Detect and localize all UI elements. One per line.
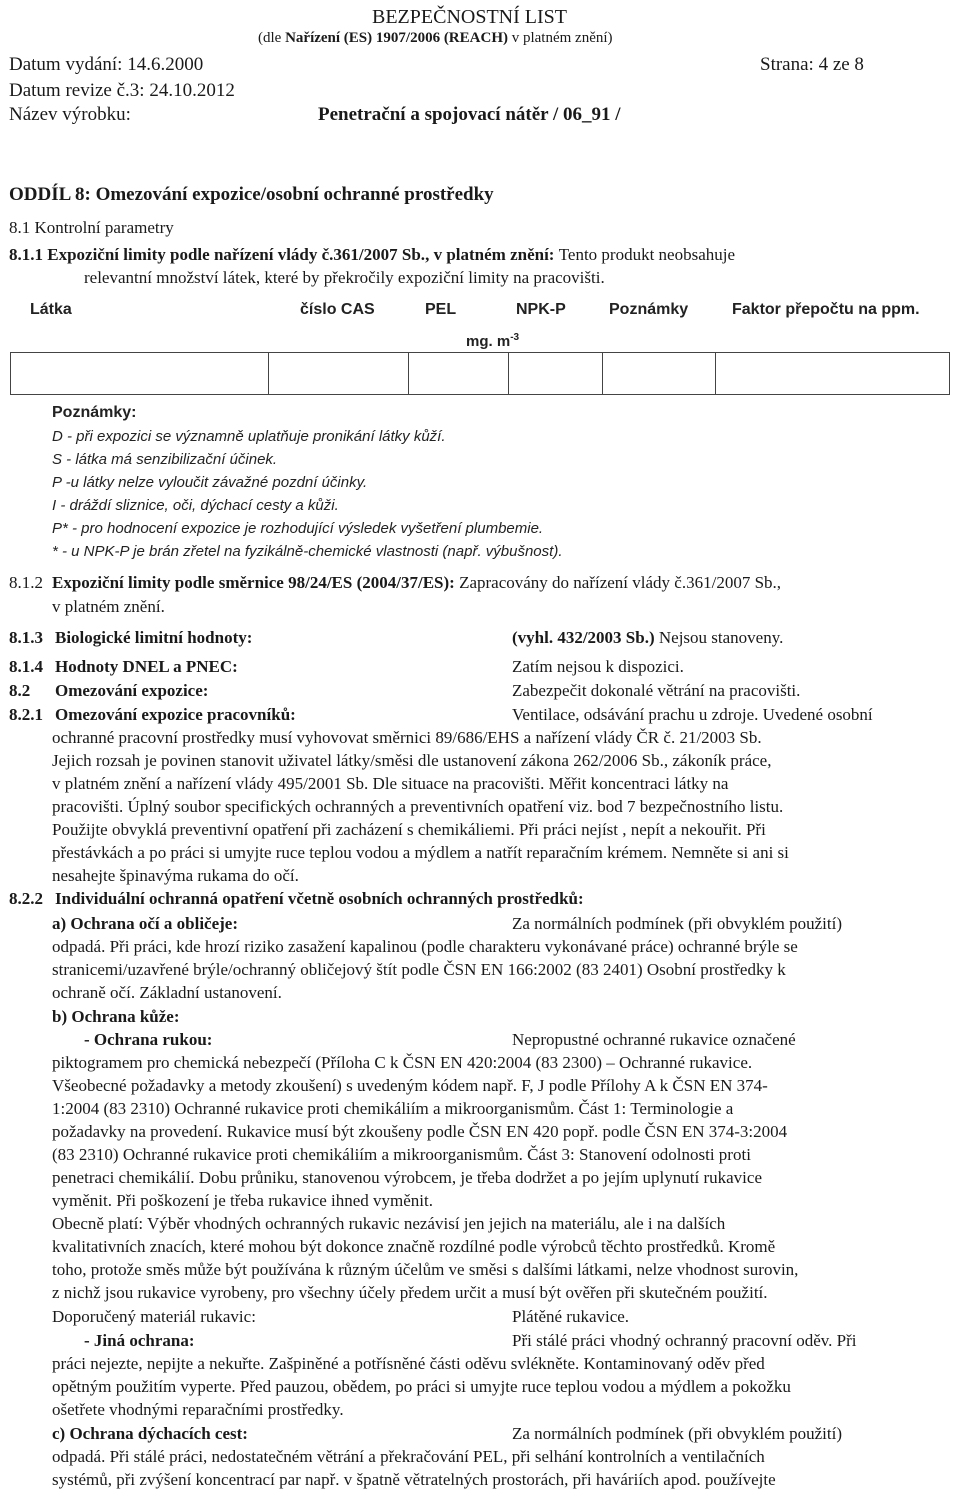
subsection-8-1-3-number: 8.1.3 [9,628,43,647]
table-divider [268,352,269,394]
table-border-top [10,352,950,353]
paragraph-line: požadavky na provedení. Rukavice musí být zkoušeny podle ČSN EN 420 popř. podle ČSN EN 374-3:2004 [52,1122,788,1141]
subsection-8-2-number: 8.2 [9,681,31,700]
respiratory-protection-label: c) Ochrana dýchacích cest: [52,1424,248,1443]
paragraph-line: Použijte obvyklá preventivní opatření při zacházení s chemikáliemi. Při práci nejíst , nepít a nekouřit. Při [52,820,766,839]
paragraph-line: z nichž jsou rukavice vyrobeny, pro všechny účely předem určit a musí být ověřen při skutečném použití. [52,1283,768,1302]
paragraph-line: ochranné pracovní prostředky musí vyhovovat směrnici 89/686/EHS a nařízení vlády ČR č. 21/2003 Sb. [52,728,762,747]
note-line: D - při expozici se významně uplatňuje pronikání látky kůží. [52,428,446,445]
subsection-8-1: 8.1 Kontrolní parametry [9,218,174,237]
note-line: * - u NPK-P je brán zřetel na fyzikálně-chemické vlastnosti (např. výbušnost). [52,543,563,560]
eye-protection-label: a) Ochrana očí a obličeje: [52,914,239,933]
table-header-cas: číslo CAS [300,301,375,318]
paragraph-line: odpadá. Při stálé práci, nedostatečném větrání a překračování PEL, při selhání kontrolních a ventilačních [52,1447,765,1466]
table-header-npkp: NPK-P [516,301,566,318]
skin-protection-label: b) Ochrana kůže: [52,1007,180,1026]
product-label: Název výrobku: [9,104,131,125]
other-protection-value: Při stálé práci vhodný ochranný pracovní oděv. Při [512,1331,857,1350]
table-divider [408,352,409,394]
subsection-8-1-2-line2: v platném znění. [52,597,165,616]
notes-title: Poznámky: [52,404,137,421]
table-header-notes: Poznámky [609,301,689,318]
subsection-8-1-1-rest: Tento produkt neobsahuje [558,245,736,264]
note-line: P* - pro hodnocení expozice je rozhodující výsledek vyšetření plumbemie. [52,520,544,537]
subsection-8-2-2-heading: Individuální ochranná opatření včetně osobních ochranných prostředků: [55,889,584,908]
table-border-right [949,352,950,394]
table-divider [602,352,603,394]
paragraph-line: odpadá. Při práci, kde hrozí riziko zasažení kapalinou (podle charakteru vykonávané práce) ochranné brýle se [52,937,798,956]
paragraph-line: Obecně platí: Výběr vhodných ochranných rukavic nezávisí jen jejich na materiálu, ale i na dalších [52,1214,726,1233]
page-number: Strana: 4 ze 8 [760,54,864,75]
paragraph-line: vyměnit. Při poškození je třeba rukavice ihned vyměnit. [52,1191,433,1210]
respiratory-protection-value: Za normálních podmínek (při obvyklém použití) [512,1424,843,1443]
paragraph-line: opětným použitím vyperte. Před pauzou, obědem, po práci si umyjte ruce teplou vodou a mýdlem a pokožku [52,1377,791,1396]
other-protection-label: - Jiná ochrana: [84,1331,195,1350]
paragraph-line: nesahejte špinavýma rukama do očí. [52,866,299,885]
table-divider [715,352,716,394]
subsection-8-1-1-mid: , v platném znění: [425,245,559,264]
subsection-8-1-1-line2: relevantní množství látek, které by překročily expoziční limity na pracovišti. [84,268,605,287]
paragraph-line: penetraci chemikálií. Dobu průniku, stanovenou výrobcem, je třeba dodržet a po jejím uplynutí rukavice [52,1168,762,1187]
subsection-8-1-3-value [512,628,783,648]
table-divider [508,352,509,394]
table-unit [466,332,519,350]
note-line: I - dráždí sliznice, oči, dýchací cesty a kůži. [52,497,339,514]
biological-limits-decree: (vyhl. 432/2003 Sb.) [512,628,655,647]
subsection-8-1-4-label: Hodnoty DNEL a PNEC: [55,657,238,676]
document-subtitle [258,30,613,47]
table-unit-exponent: -3 [510,332,520,343]
table-unit-main: mg. m [466,333,511,350]
hand-protection-value: Nepropustné ochranné rukavice označené [512,1030,796,1049]
biological-limits-status: Nejsou stanoveny. [654,628,784,647]
glove-material-value: Plátěné rukavice. [512,1307,630,1326]
paragraph-line: v platném znění a nařízení vlády 495/2001 Sb. Dle situace na pracovišti. Měřit koncentraci látky na [52,774,729,793]
subsection-8-2-1-number: 8.2.1 [9,705,43,724]
paragraph-line: ošetřete vhodnými reparačními prostředky. [52,1400,344,1419]
issue-date: Datum vydání: 14.6.2000 [9,54,204,75]
subsection-8-1-2-rest: Zapracovány do nařízení vlády č.361/2007 Sb., [454,573,782,592]
subsection-8-1-2-number: 8.1.2 [9,573,43,592]
paragraph-line: Jejich rozsah je povinen stanovit uživatel látky/směsi dle ustanovení zákona 262/2006 Sb., zákoník práce, [52,751,772,770]
product-name: Penetrační a spojovací nátěr / 06_91 / [318,104,621,125]
subsection-8-1-4-number: 8.1.4 [9,657,43,676]
paragraph-line: Všeobecné požadavky a metody zkoušení) s uvedeným kódem např. F, J podle Přílohy A k ČSN EN 374- [52,1076,768,1095]
note-line: P -u látky nelze vyloučit závažné pozdní účinky. [52,474,368,491]
subtitle-post: v platném znění) [507,30,613,46]
paragraph-line: ochraně očí. Základní ustanovení. [52,983,282,1002]
revision-date: Datum revize č.3: 24.10.2012 [9,80,235,101]
paragraph-line: systémů, při zvýšení koncentrací par např. v špatně větratelných prostorách, při haváriích apod. používejte [52,1470,776,1489]
subtitle-pre: (dle [258,30,286,46]
paragraph-line: práci nejezte, nepijte a nekuřte. Zašpiněné a potřísněné části oděvu svlékněte. Kontaminovaný oděv před [52,1354,765,1373]
paragraph-line: 1:2004 (83 2310) Ochranné rukavice proti chemikáliím a mikroorganismům. Část 1: Terminologie a [52,1099,734,1118]
subsection-8-2-2-number: 8.2.2 [9,889,43,908]
subsection-8-2-value: Zabezpečit dokonalé větrání na pracovišti. [512,681,801,700]
section-heading: ODDÍL 8: Omezování expozice/osobní ochranné prostředky [9,184,494,205]
paragraph-line: stranicemi/uzavřené brýle/ochranný obličejový štít podle ČSN EN 166:2002 (83 2401) Osobní prostředky k [52,960,786,979]
subsection-8-2-1-value: Ventilace, odsávání prachu u zdroje. Uvedené osobní [512,705,873,724]
subsection-8-1-2-title: Expoziční limity podle směrnice 98/24/ES (2004/37/ES): [52,573,455,592]
table-header-pel: PEL [425,301,457,318]
subsection-8-2-1-label: Omezování expozice pracovníků: [55,705,296,724]
subsection-8-1-1-title: 8.1.1 Expoziční limity podle nařízení vlády č.361/2007 Sb. [9,245,426,264]
subtitle-regulation: Nařízení (ES) 1907/2006 (REACH) [285,30,508,46]
paragraph-line: přestávkách a po práci si umyjte ruce teplou vodou a mýdlem a natřít reparačním krémem. Nemněte si ani si [52,843,789,862]
subsection-8-2-label: Omezování expozice: [55,681,209,700]
table-header-ppm-factor: Faktor přepočtu na ppm. [732,301,920,318]
glove-material-label: Doporučený materiál rukavic: [52,1307,256,1326]
paragraph-line: pracovišti. Úplný soubor specifických ochranných a preventivních opatření viz. bod 7 bezpečnostního listu. [52,797,784,816]
subsection-8-1-2 [52,573,781,593]
subsection-8-1-3-label: Biologické limitní hodnoty: [55,628,253,647]
paragraph-line: (83 2310) Ochranné rukavice proti chemikáliím a mikroorganismům. Část 3: Stanovení odolnosti proti [52,1145,751,1164]
paragraph-line: piktogramem pro chemická nebezpečí (Příloha C k ČSN EN 420:2004 (83 2300) – Ochranné rukavice. [52,1053,753,1072]
table-border-left [10,352,11,394]
eye-protection-value: Za normálních podmínek (při obvyklém použití) [512,914,843,933]
paragraph-line: kvalitativních znacích, které mohou být dokonce značně rozdílné podle výrobců těchto prostředků. Kromě [52,1237,776,1256]
subsection-8-1-1 [9,245,735,265]
table-border-bottom [10,394,950,395]
hand-protection-label: - Ochrana rukou: [84,1030,213,1049]
document-title: BEZPEČNOSTNÍ LIST [372,6,567,28]
note-line: S - látka má senzibilizační účinek. [52,451,278,468]
subsection-8-1-4-value: Zatím nejsou k dispozici. [512,657,684,676]
paragraph-line: toho, protože směs může být používána k různým účelům ve směsi s dalšími látkami, nelze vhodnost surovin, [52,1260,799,1279]
table-header-substance: Látka [30,301,72,318]
